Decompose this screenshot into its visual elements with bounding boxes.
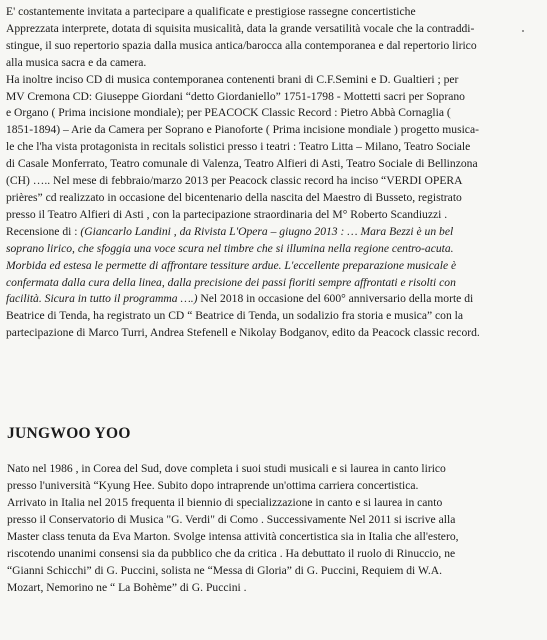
bio-line: di Casale Monferrato, Teatro comunale di Valenza, Teatro Alfieri di Asti, Teatro Sociale di Bellinzona	[6, 157, 478, 171]
bio-line: Nato nel 1986 , in Corea del Sud, dove completa i suoi studi musicali e si laurea in canto lirico	[7, 462, 446, 475]
review-quote: Morbida ed estesa le permette di affrontare tessiture ardue. L'eccellente preparazione musicale è	[6, 258, 457, 272]
bio-line: riscotendo unanimi consensi sia da pubblico che da critica . Ha debuttato il ruolo di Rinuccio, ne	[7, 547, 456, 560]
bio-line: E' costantemente invitata a partecipare a qualificate e prestigiose rassegne concertistiche	[6, 5, 416, 18]
bio-line: Mozart, Nemorino ne “ La Bohème” di G. Puccini .	[7, 581, 247, 594]
bio-line: le che l'ha vista protagonista in recitals solistici presso i teatri : Teatro Litta – Milano, Teatro Sociale	[6, 140, 471, 154]
review-line	[6, 258, 540, 275]
bio-line: presso il Conservatorio di Musica "G. Verdi" di Como . Successivamente Nel 2011 si iscrive alla	[7, 513, 456, 526]
bio-line: MV Cremona CD: Giuseppe Giordani “detto Giordaniello” 1751-1798 - Mottetti sacri per Soprano	[6, 89, 465, 103]
review-quote: facilità. Sicura in tutto il programma ….)	[6, 292, 198, 306]
soprano-biography	[6, 4, 540, 342]
tenor-biography	[7, 460, 539, 596]
bio-line: Arrivato in Italia nel 2015 frequenta il biennio di specializzazione in canto e si laurea in canto	[7, 496, 443, 509]
bio-line: Beatrice di Tenda, ha registrato un CD “ Beatrice di Tenda, un sodalizio fra storia e musica” con la	[6, 309, 464, 323]
bio-line: alla musica sacra e da camera.	[6, 55, 147, 69]
review-line	[6, 275, 540, 292]
bio-line: prières” cd realizzato in occasione del bicentenario della nascita del Maestro di Busseto, registrato	[6, 190, 462, 204]
review-last-line	[6, 291, 540, 308]
bio-line: e Organo ( Prima incisione mondiale); per PEACOCK Classic Record : Pietro Abbà Cornaglia (	[6, 106, 451, 120]
review-line	[6, 241, 540, 258]
review-label: Recensione di :	[6, 224, 81, 238]
bio-line: presso l'università “Kyung Hee. Subito dopo intraprende un'ottima carriera concertistica.	[7, 479, 419, 492]
bio-line: partecipazione di Marco Turri, Andrea Stefenell e Nikolay Bodganov, edito da Peacock classic record.	[6, 326, 480, 340]
bio-line: presso il Teatro Alfieri di Asti , con la partecipazione straordinaria del M° Roberto Scandiuzzi .	[6, 207, 448, 221]
review-quote: confermata dalla cura della linea, dalla precisione dei passi fioriti sempre affrontati e risolti con	[6, 275, 456, 289]
bio-line: “Gianni Schicchi” di G. Puccini, solista ne “Messa di Gloria” di G. Puccini, Requiem di W.A.	[7, 564, 443, 577]
review-tail: Nel 2018 in occasione del 600° anniversario della morte di	[197, 292, 474, 306]
bio-line: Ha inoltre inciso CD di musica contemporanea contenenti brani di C.F.Semini e D. Gualtieri ; per	[6, 72, 459, 86]
review-first-line	[6, 224, 540, 241]
review-quote: (Giancarlo Landini , da Rivista L'Opera – giugno 2013 : … Mara Bezzi è un bel	[80, 224, 454, 238]
bio-line: (CH) ….. Nel mese di febbraio/marzo 2013 per Peacock classic record ha inciso “VERDI OPERA	[6, 174, 463, 188]
bio-line: 1851-1894) – Arie da Camera per Soprano e Pianoforte ( Prima incisione mondiale ) progetto musica-	[6, 123, 479, 137]
bio-line: stingue, il suo repertorio spazia dalla musica antica/barocca alla contemporanea e dal repertorio lirico	[6, 38, 477, 52]
bio-line: Master class tenuta da Eva Marton. Svolge intensa attività concertistica sia in Italia che all'estero,	[7, 530, 459, 543]
review-quote: soprano lirico, che sfoggia una voce scura nel timbre che si illumina nella regione centro-acuta.	[6, 241, 454, 255]
bio-line: Apprezzata interprete, dotata di squisita musicalità, data la grande versatilità vocale che la contraddi-	[6, 21, 475, 35]
section-heading: JUNGWOO YOO	[7, 425, 131, 442]
